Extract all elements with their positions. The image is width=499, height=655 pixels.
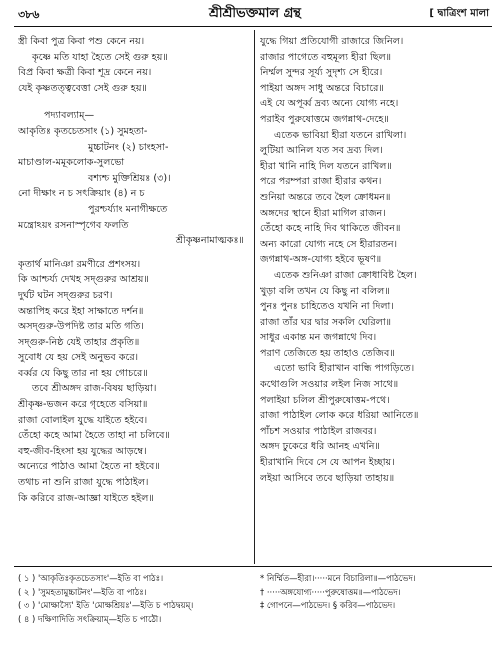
verse-line: মুচ্চাটনং (২) চাংহসা- <box>88 141 169 153</box>
verse-line: পুরশ্চর্য্যাং মনাগীক্ষতে <box>88 203 168 215</box>
verse-line <box>18 249 250 257</box>
verse-line: বশ্যশ্চ মুক্তিশ্রিয়ঃ (৩)। <box>88 172 171 184</box>
verse-line: কি আশ্চর্য্য দেখহ সদ্‌গুরুর আশ্রয়॥ <box>18 274 149 286</box>
verse-line: এতো ভাবি হীরাখান বান্ধি পাগড়িতে। <box>274 363 415 375</box>
verse-line: অন্য কারো যোগ্য নহে সে হীরারতন। <box>260 238 398 250</box>
verse-line: শুনিয়া অন্তরে তবে হৈল ক্রোধমন॥ <box>260 191 391 203</box>
verse-line: পরাইব পুরুষোত্তমে জগন্নাথ-দেহে॥ <box>260 113 389 125</box>
verse-line: রাজা পাঠাইল লোক করে ধরিয়া আনিতে॥ <box>260 410 419 422</box>
verse-line: তেঁহো কহে নাহি দিব থাকিতে জীবন॥ <box>260 223 401 235</box>
verse-line: স্ত্রী কিবা পুত্র কিবা পশু কেনে নয়। <box>18 36 145 47</box>
footnote-rule <box>14 566 492 567</box>
right-column <box>260 34 492 486</box>
verse-line: বহু-জীব-হিংসা হয় যুদ্ধের আড়ম্বে। <box>18 445 147 457</box>
verse-line: সুবোধ যে হয় সেই অনুভব করে। <box>18 352 139 364</box>
column-divider <box>254 30 255 564</box>
verse-line: নো দীক্ষাং ন চ সৎক্রিয়াং (৪) ন চ <box>18 188 145 200</box>
verse-line: অন্যেরে পাঠাও আমা হৈতে না হইবে॥ <box>18 461 160 473</box>
verse-line: মাচাণ্ডাল-মমূকলোক-সুলভো <box>18 157 125 169</box>
verse-line: দুর্ঘট ঘটন সদ্‌গুরুর চরণ। <box>18 289 113 301</box>
verse-line: লুটিয়া আনিল যত সব দ্রব্য দিল। <box>260 145 383 157</box>
verse-line: তেঁহো কহে আমা হৈতে তাহা না চলিবে॥ <box>18 430 170 442</box>
verse-line: শ্রীকৃষ্ণ-ভজন করে গৃহেতে বসিয়া॥ <box>18 399 148 411</box>
verse-line: পাঁচশ সওয়ার পাঠাইল রাজবর। <box>260 425 377 437</box>
header-rule <box>14 26 492 27</box>
verse-line: এই যে অপূর্ব্ব দ্রব্য অন্যে যোগ্য নহে। <box>260 98 399 110</box>
verse-line: অঙ্গদের স্থানে হীরা মাগিল রাজন। <box>260 207 386 219</box>
verse-line: নির্ম্মল সুন্দর সূর্য্য সুদৃশ্য সে হীরে। <box>260 67 383 79</box>
verse-line: এতেক ভাবিয়া হীরা যতনে রাখিলা। <box>274 129 407 141</box>
verse-line: পদ্যাবল্যাম্‌— <box>44 110 95 122</box>
verse-line: সদ্‌গুরু-নিষ্ঠ যেই তাহার প্রকৃতি॥ <box>18 336 140 348</box>
verse-line: আকৃতিঃ কৃতচেতসাং (১) সুমহতা- <box>18 125 148 137</box>
verse-line: কৃতার্থ মানিঞা রমণীরে প্রশংসয়। <box>18 258 141 270</box>
verse-line: বর্ব্বর যে কিছু তার না হয় গোচরে॥ <box>18 367 148 379</box>
verse-line: এতেক শুনিঞা রাজা ক্রোধাবিষ্ট হৈল। <box>274 269 417 281</box>
verse-line: খুড়া বলি তখন যে কিছু না বলিল॥ <box>260 285 390 297</box>
verse-line: যেই কৃষ্ণতত্ত্ববেত্তা সেই গুরু হয়॥ <box>18 82 147 94</box>
verse-line: জগন্নাথ-অঙ্গ-যোগ্য হইবে ভূষণ॥ <box>260 254 382 266</box>
verse-line: শ্রীকৃষ্ণনামাত্মকঃ॥ <box>175 235 244 247</box>
footnote: ( ৩ ) 'মোক্ষাস্যৈ' ইতি 'মোক্ষশ্রিয়ঃ'—ইতি চ পাঠদ্বয়ম্‌। <box>18 600 194 611</box>
verse-line: মন্ত্রোঽয়ং রসনাস্পৃগেব ফলতি <box>18 219 129 231</box>
verse-line: অসদ্‌গুরু-উপদিষ্ট তার মতি গতি। <box>18 321 144 333</box>
verse-line: হীরা খানি নাহি দিল যতনে রাখিল॥ <box>260 160 392 172</box>
verse-line: রাজা তাঁর ঘর দ্বার সকলি ঘেরিলা॥ <box>260 316 392 328</box>
verse-line: যুদ্ধে গিয়া প্রতিযোগী রাজারে জিনিল। <box>260 36 404 47</box>
verse-line: পুনঃ পুনঃ চাহিতেও যখনি না দিলা। <box>260 301 394 313</box>
book-title: শ্রীশ্রীভক্তমাল গ্রন্থ <box>209 6 301 21</box>
verse-line: কি করিবে রাজ-আজ্ঞা যাইতে হইল॥ <box>18 492 154 504</box>
footnote: ( ২ ) 'সুমহতামুচ্চাটনং'—ইতি বা পাঠঃ। <box>18 586 147 597</box>
verse-line: হীরাখানি দিবে সে যে আপন ইচ্ছায়। <box>260 457 395 469</box>
footnote: ‡ গোপনে—পাঠভেদ। § করিব—পাঠভেদ। <box>260 600 396 611</box>
footnote: ( ১ ) 'আকৃতিঃকৃতচেতসাং'—ইতি বা পাঠঃ। <box>18 573 164 583</box>
verse-line: সাধুর একান্ত মন জগন্নাথে দিব। <box>260 332 377 344</box>
verse-line: কৃষ্ণে মতি যাহা হৈতে সেই গুরু হয়॥ <box>32 51 168 63</box>
verse-line: তবে শ্রীঅঙ্গদ রাজ-বিষয় ছাড়িয়া। <box>32 383 157 395</box>
verse-line: তথাচ না শুনি রাজা যুদ্ধে পাঠাইল। <box>18 477 149 489</box>
footnotes-right <box>260 572 492 613</box>
verse-line: লইয়া আসিবে তবে ছাড়িয়া তাহায়॥ <box>260 472 395 484</box>
verse-line: পাইয়া অঙ্গদ সাধু অন্তরে বিচারে॥ <box>260 82 384 94</box>
verse-line <box>18 96 250 104</box>
verse-line: অঙ্গদ ঢুকেরে ধরি আনহ এখনি॥ <box>260 441 380 453</box>
footnotes-left <box>18 572 250 626</box>
verse-line: কথোগুলি সওয়ার লইল নিজ সাথে॥ <box>260 379 399 391</box>
verse-line: পরে পরম্পরা রাজা হীরার কথন। <box>260 176 382 188</box>
footnote: † ·····অঙ্গযোগ্য·····পুরুষোত্তম॥—পাঠভেদ। <box>260 586 401 597</box>
verse-line: পলাইয়া চলিল শ্রীপুরুষোত্তম-পথে। <box>260 394 390 406</box>
footnote: * নির্ম্মিত—হীরা।·····মনে বিচারিলা॥—পাঠভেদ। <box>260 573 416 583</box>
verse-line: বিপ্র কিবা ক্ষত্রী কিবা শূদ্র কেনে নয়। <box>18 67 152 79</box>
verse-line: পরাণ তেজিতে হয় তাহাও তেজিব॥ <box>260 347 395 359</box>
chapter-label: [ দ্বাত্রিংশ মালা <box>429 8 489 19</box>
page-number: ৩৮৬ <box>18 8 40 21</box>
verse-line: রাজা বোলাইল যুদ্ধে যাইতে হইবে। <box>18 414 148 426</box>
left-column <box>18 34 250 506</box>
verse-line: অন্তাপিহ করে ইহা সাক্ষাতে দর্শন॥ <box>18 305 144 317</box>
verse-line: রাজার পাগেতে বহুমূল্য হীরা ছিল॥ <box>260 51 392 63</box>
footnote: ( ৪ ) দক্ষিণাদিতি সৎক্রিয়াম্‌—ইতি চ পাঠৌ। <box>18 613 162 624</box>
